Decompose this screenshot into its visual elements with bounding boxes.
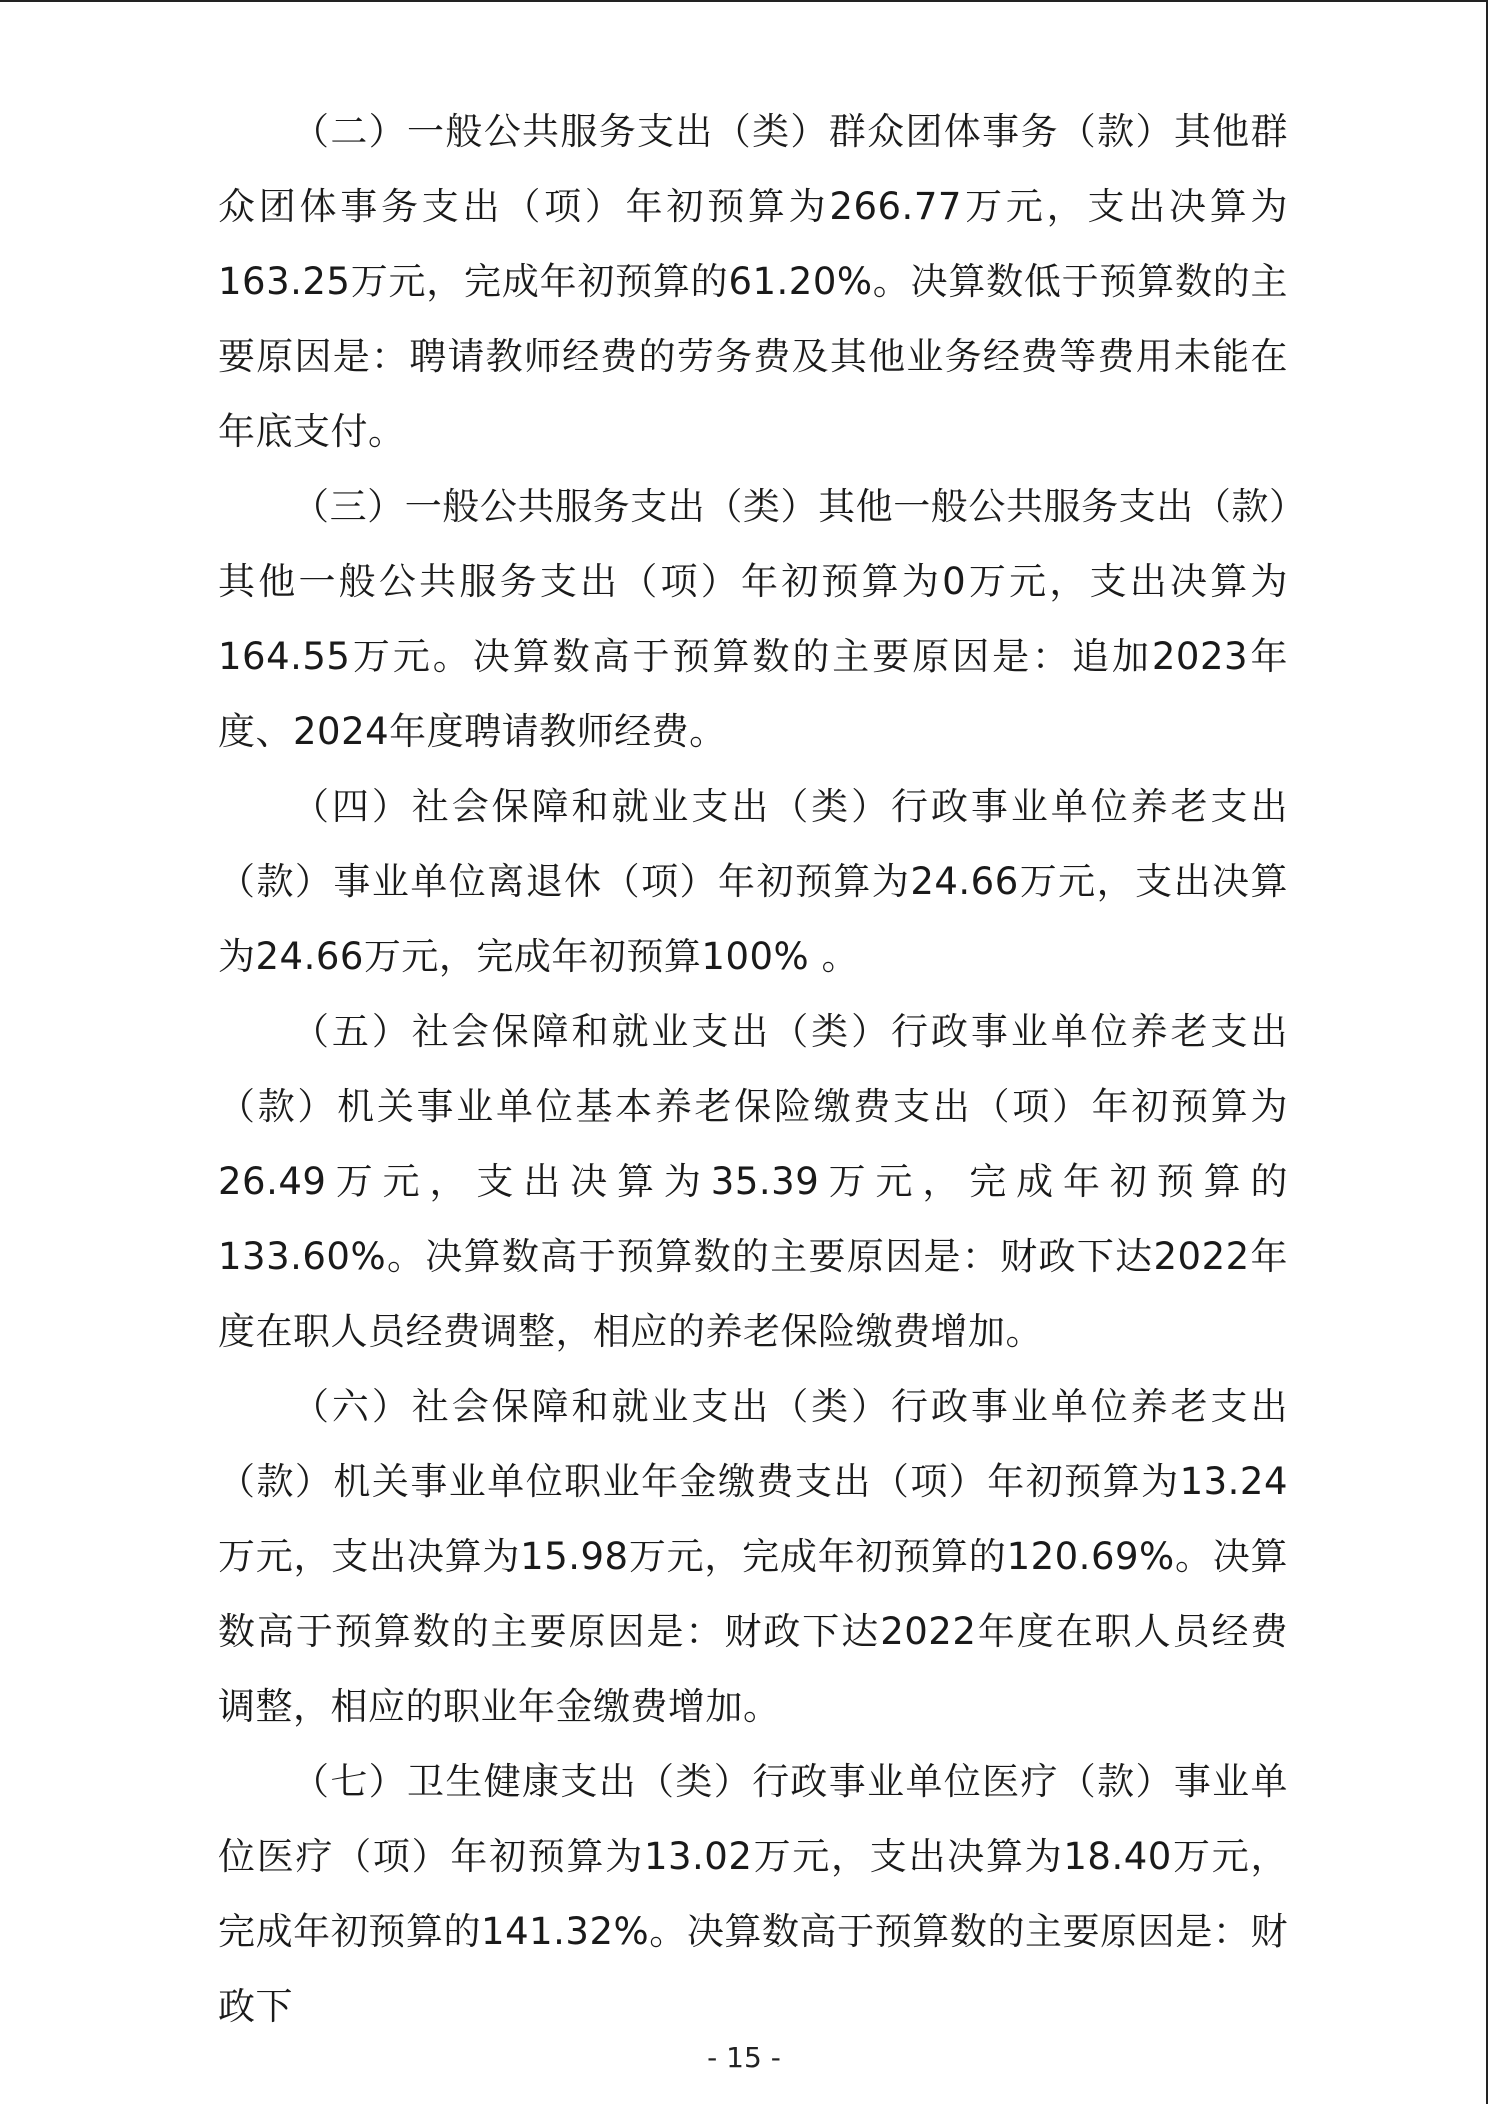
paragraph-item-7: （七）卫生健康支出（类）行政事业单位医疗（款）事业单位医疗（项）年初预算为13.02万元，支出决算为18.40万元，完成年初预算的141.32%。决算数高于预算数的主要原因是：财政下 xyxy=(218,1760,1288,2028)
paragraph-item-2: （二）一般公共服务支出（类）群众团体事务（款）其他群众团体事务支出（项）年初预算为266.77万元，支出决算为163.25万元，完成年初预算的61.20%。决算数低于预算数的主要原因是：聘请教师经费的劳务费及其他业务经费等费用未能在年底支付。 xyxy=(218,110,1288,453)
top-border-line xyxy=(0,0,1488,2)
paragraph-item-3: （三）一般公共服务支出（类）其他一般公共服务支出（款）其他一般公共服务支出（项）年初预算为0万元，支出决算为164.55万元。决算数高于预算数的主要原因是：追加2023年度、2024年度聘请教师经费。 xyxy=(218,485,1288,753)
paragraph-item-4: （四）社会保障和就业支出（类）行政事业单位养老支出（款）事业单位离退休（项）年初预算为24.66万元，支出决算为24.66万元，完成年初预算100% 。 xyxy=(218,785,1288,978)
paragraph-item-6: （六）社会保障和就业支出（类）行政事业单位养老支出（款）机关事业单位职业年金缴费支出（项）年初预算为13.24万元，支出决算为15.98万元，完成年初预算的120.69%。决算数高于预算数的主要原因是：财政下达2022年度在职人员经费调整，相应的职业年金缴费增加。 xyxy=(218,1385,1288,1728)
document-body xyxy=(218,94,1288,2044)
page-number: - 15 - xyxy=(707,2041,781,2074)
paragraph-item-5: （五）社会保障和就业支出（类）行政事业单位养老支出（款）机关事业单位基本养老保险缴费支出（项）年初预算为26.49万元，支出决算为35.39万元，完成年初预算的133.60%。决算数高于预算数的主要原因是：财政下达2022年度在职人员经费调整，相应的养老保险缴费增加。 xyxy=(218,1010,1288,1353)
